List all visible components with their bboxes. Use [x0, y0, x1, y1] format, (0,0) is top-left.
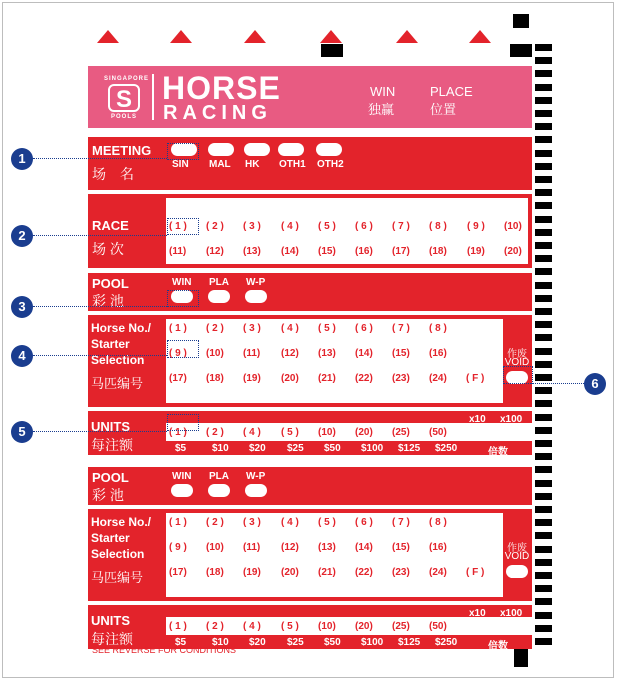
horse-bubble[interactable]: (15) — [392, 542, 410, 553]
timing-mark — [535, 70, 552, 77]
units-bubble[interactable]: (25) — [392, 621, 410, 632]
pool-option-label: WIN — [172, 471, 192, 482]
horse-bubble[interactable]: (21) — [318, 567, 336, 578]
units-bubble[interactable]: ( ) — [504, 621, 514, 632]
meeting-section — [88, 137, 532, 190]
horse-bubble[interactable]: (15) — [392, 348, 410, 359]
units-value-label: $5 — [175, 637, 187, 648]
units-value-label: $5 — [175, 443, 187, 454]
void-bubble[interactable] — [506, 565, 528, 578]
void-label: VOID — [504, 551, 530, 562]
conditions-footer: SEE REVERSE FOR CONDITIONS — [92, 645, 237, 655]
horse-bubble[interactable]: ( 8 ) — [429, 517, 447, 528]
units-value-label: $25 — [287, 637, 304, 648]
callout-3-target — [167, 290, 199, 307]
pool-label: POOL — [92, 470, 129, 485]
units-value-label: $250 — [435, 443, 458, 454]
race-bubble[interactable]: ( 4 ) — [281, 221, 299, 232]
timing-mark — [535, 202, 552, 209]
horse-bubble[interactable]: (20) — [281, 567, 299, 578]
timing-mark — [535, 400, 552, 407]
meeting-option-label: MAL — [209, 159, 231, 170]
horse-bubble[interactable]: (24) — [429, 567, 447, 578]
horse-bubble[interactable]: ( 4 ) — [281, 517, 299, 528]
timing-mark — [535, 84, 552, 91]
timing-mark — [535, 361, 552, 368]
units-bubble[interactable]: (10) — [318, 621, 336, 632]
timing-mark — [535, 546, 552, 553]
units-bubble[interactable]: (25) — [392, 427, 410, 438]
alignment-triangle — [97, 30, 119, 43]
units-value-label: $25 — [287, 443, 304, 454]
callout-1-line — [33, 158, 167, 159]
meeting-bubble-oth2[interactable] — [316, 143, 342, 156]
timing-mark — [535, 163, 552, 170]
units-bubble[interactable]: ( 4 ) — [243, 427, 261, 438]
horse-bubble[interactable]: (12) — [281, 348, 299, 359]
timing-mark — [535, 123, 552, 130]
units-value-label: $125 — [398, 443, 421, 454]
callout-2-line — [33, 235, 167, 236]
horse-bubble[interactable]: (17) — [169, 373, 187, 384]
pool-bubble-w-p[interactable] — [245, 484, 267, 497]
race-bubble[interactable]: ( 6 ) — [355, 221, 373, 232]
brand-title-horse: HORSE — [162, 70, 281, 106]
timing-mark — [535, 519, 552, 526]
pool-option-label: W-P — [246, 277, 266, 288]
timing-mark — [535, 387, 552, 394]
pool-option-label: PLA — [209, 277, 229, 288]
horse-bubble[interactable]: (13) — [318, 348, 336, 359]
horse-bubble[interactable]: ( 4 ) — [281, 323, 299, 334]
timing-mark — [535, 414, 552, 421]
race-bubble[interactable]: ( 1 ) — [169, 221, 187, 232]
pool-bubble-w-p[interactable] — [245, 290, 267, 303]
timing-mark — [535, 216, 552, 223]
units-bubble[interactable]: (20) — [355, 621, 373, 632]
timing-mark — [535, 598, 552, 605]
horse-bubble[interactable]: (19) — [243, 373, 261, 384]
units-bubble[interactable]: ( 1 ) — [169, 427, 187, 438]
pool-section-2 — [88, 467, 532, 505]
horse-bubble[interactable]: (16) — [429, 348, 447, 359]
horse-bubble[interactable]: ( 7 ) — [392, 323, 410, 334]
horse-section-2 — [88, 509, 532, 601]
pool-option-label: W-P — [246, 471, 266, 482]
callout-6-line — [531, 383, 584, 384]
units-value-label: $10 — [212, 443, 229, 454]
timing-mark — [535, 229, 552, 236]
callout-5-line — [33, 431, 167, 432]
callout-1-target — [167, 143, 199, 160]
timing-mark — [535, 334, 552, 341]
callout-4-target — [167, 340, 199, 358]
race-bubble[interactable]: (10) — [504, 221, 522, 232]
timing-mark — [535, 625, 552, 632]
timing-mark — [535, 348, 552, 355]
timing-mark — [535, 585, 552, 592]
horse-bubble[interactable]: ( 3 ) — [243, 323, 261, 334]
units-value-label: $50 — [324, 443, 341, 454]
horse-bubble[interactable]: ( 8 ) — [429, 323, 447, 334]
meeting-option-label: OTH2 — [317, 159, 344, 170]
void-label-zh: 作废 — [507, 349, 527, 360]
logo-separator — [152, 74, 154, 120]
race-section — [88, 194, 532, 268]
horse-bubble[interactable]: (19) — [243, 567, 261, 578]
horse-bubble[interactable]: (21) — [318, 373, 336, 384]
horse-bubble[interactable]: (22) — [355, 373, 373, 384]
callout-5-target — [167, 414, 199, 431]
meeting-bubble-hk[interactable] — [244, 143, 270, 156]
timing-mark — [535, 110, 552, 117]
units-value-label: $50 — [324, 637, 341, 648]
header-place-zh: 位置 — [430, 102, 457, 117]
units-bubble[interactable]: (20) — [355, 427, 373, 438]
horse-bubble[interactable]: (23) — [392, 373, 410, 384]
horse-bubble[interactable]: ( 2 ) — [206, 517, 224, 528]
timing-mark — [535, 612, 552, 619]
units-value-label: $20 — [249, 443, 266, 454]
timing-mark — [513, 14, 529, 28]
horse-bubble[interactable]: (11) — [243, 542, 261, 553]
timing-mark — [535, 57, 552, 64]
race-label-zh: 场 次 — [92, 241, 124, 257]
timing-mark — [535, 295, 552, 302]
units-label: UNITS — [91, 419, 130, 434]
horse-bubble[interactable]: (24) — [429, 373, 447, 384]
meeting-option-label: HK — [245, 159, 260, 170]
units-value-label: $250 — [435, 637, 458, 648]
callout-badge-4: 4 — [11, 345, 33, 367]
brand-title-racing: RACING — [163, 102, 272, 124]
meeting-bubble-mal[interactable] — [208, 143, 234, 156]
callout-badge-3: 3 — [11, 296, 33, 318]
timing-mark — [535, 321, 552, 328]
timing-mark — [535, 506, 552, 513]
race-bubble[interactable]: (18) — [429, 246, 447, 257]
timing-mark — [535, 308, 552, 315]
timing-mark — [535, 282, 552, 289]
units-bubble[interactable]: ( 2 ) — [206, 621, 224, 632]
race-bubble[interactable]: (15) — [318, 246, 336, 257]
horse-bubble[interactable]: (12) — [281, 542, 299, 553]
meeting-label: MEETING — [92, 143, 152, 158]
horse-bubble[interactable]: ( F ) — [466, 567, 485, 578]
horse-label-selection: Selection — [91, 547, 145, 561]
race-bubble[interactable]: ( 3 ) — [243, 221, 261, 232]
header-win-label: WIN — [370, 84, 396, 99]
header-win-zh: 独赢 — [368, 102, 395, 117]
pool-bubble-pla[interactable] — [208, 290, 230, 303]
horse-bubble[interactable]: (20) — [281, 373, 299, 384]
horse-bubble[interactable]: ( 9 ) — [169, 542, 187, 553]
timing-mark — [535, 189, 552, 196]
timing-mark — [535, 453, 552, 460]
horse-bubble[interactable]: ( 7 ) — [392, 517, 410, 528]
horse-bubble[interactable]: (16) — [429, 542, 447, 553]
race-bubble[interactable]: (20) — [504, 246, 522, 257]
units-bubble[interactable]: ( 1 ) — [169, 621, 187, 632]
horse-label: Horse No./ — [91, 515, 152, 529]
horse-bubble[interactable]: ( F ) — [466, 373, 485, 384]
timing-mark — [535, 532, 552, 539]
timing-mark — [535, 268, 552, 275]
units-bubble[interactable]: ( ) — [504, 427, 514, 438]
timing-mark — [535, 255, 552, 262]
pool-option-label: PLA — [209, 471, 229, 482]
logo-bottom-text: POOLS — [110, 114, 137, 120]
meeting-label-zh: 场 名 — [92, 166, 134, 182]
timing-mark — [535, 374, 552, 381]
units-bubble[interactable]: ( 4 ) — [243, 621, 261, 632]
race-bubble[interactable]: ( 5 ) — [318, 221, 336, 232]
units-value-label: $10 — [212, 637, 229, 648]
callout-badge-1: 1 — [11, 148, 33, 170]
void-label-zh: 作废 — [507, 543, 527, 554]
timing-mark — [535, 466, 552, 473]
pool-option-label: WIN — [172, 277, 192, 288]
timing-mark — [535, 176, 552, 183]
horse-bubble[interactable]: (13) — [318, 542, 336, 553]
horse-label-zh: 马匹编号 — [91, 376, 144, 391]
horse-label-starter: Starter — [91, 337, 130, 351]
pool-label-zh: 彩 池 — [92, 487, 124, 503]
horse-bubble[interactable]: (23) — [392, 567, 410, 578]
callout-badge-2: 2 — [11, 225, 33, 247]
units-bubble[interactable]: ( ) — [469, 427, 479, 438]
timing-mark — [535, 97, 552, 104]
horse-bubble[interactable]: (10) — [206, 542, 224, 553]
timing-mark — [535, 242, 552, 249]
horse-bubble[interactable]: ( 9 ) — [169, 348, 187, 359]
horse-bubble[interactable]: ( 6 ) — [355, 517, 373, 528]
callout-badge-5: 5 — [11, 421, 33, 443]
horse-bubble[interactable]: (18) — [206, 567, 224, 578]
race-bubble[interactable]: (13) — [243, 246, 261, 257]
race-bubble[interactable]: ( 7 ) — [392, 221, 410, 232]
horse-label-selection: Selection — [91, 353, 145, 367]
units-bubble[interactable]: ( 5 ) — [281, 427, 299, 438]
pool-bubble-pla[interactable] — [208, 484, 230, 497]
callout-2-target — [167, 218, 199, 235]
units-bubble[interactable]: ( 5 ) — [281, 621, 299, 632]
horse-bubble[interactable]: ( 1 ) — [169, 517, 187, 528]
horse-bubble[interactable]: (10) — [206, 348, 224, 359]
units-value-label: $125 — [398, 637, 421, 648]
x100-label: x100 — [500, 608, 523, 619]
multiplier-label-zh: 倍数 — [488, 641, 508, 652]
x100-label: x100 — [500, 414, 523, 425]
horse-bubble[interactable]: ( 5 ) — [318, 323, 336, 334]
alignment-triangle — [320, 30, 342, 43]
timing-mark — [535, 559, 552, 566]
pool-label: POOL — [92, 276, 129, 291]
pool-bubble-win[interactable] — [171, 484, 193, 497]
timing-mark — [535, 480, 552, 487]
x10-label: x10 — [469, 608, 486, 619]
meeting-option-label: OTH1 — [279, 159, 306, 170]
race-bubble[interactable]: (14) — [281, 246, 299, 257]
units-label-zh: 每注额 — [91, 631, 133, 647]
race-bubble[interactable]: ( 9 ) — [467, 221, 485, 232]
logo-top-text: SINGAPORE — [104, 76, 150, 82]
void-label: VOID — [504, 357, 530, 368]
race-bubble[interactable]: (17) — [392, 246, 410, 257]
horse-bubble[interactable]: ( 1 ) — [169, 323, 187, 334]
units-bubble[interactable]: (10) — [318, 427, 336, 438]
horse-bubble[interactable]: ( 3 ) — [243, 517, 261, 528]
meeting-bubble-oth1[interactable] — [278, 143, 304, 156]
x10-label: x10 — [469, 414, 486, 425]
multiplier-label-zh: 倍数 — [488, 447, 508, 458]
units-bubble[interactable]: (50) — [429, 621, 447, 632]
callout-4-line — [33, 355, 167, 356]
race-bubble[interactable]: ( 8 ) — [429, 221, 447, 232]
alignment-triangle — [244, 30, 266, 43]
units-bubble[interactable]: (50) — [429, 427, 447, 438]
units-value-label: $20 — [249, 637, 266, 648]
timing-mark — [535, 136, 552, 143]
alignment-triangle — [396, 30, 418, 43]
pool-label-zh: 彩 池 — [92, 293, 124, 309]
horse-label-zh: 马匹编号 — [91, 570, 144, 585]
horse-bubble[interactable]: ( 2 ) — [206, 323, 224, 334]
timing-mark — [535, 493, 552, 500]
units-value-label: $100 — [361, 443, 384, 454]
horse-bubble[interactable]: ( 5 ) — [318, 517, 336, 528]
horse-bubble[interactable]: (17) — [169, 567, 187, 578]
timing-mark — [535, 638, 552, 645]
header-banner — [88, 66, 532, 128]
horse-label: Horse No./ — [91, 321, 152, 335]
callout-3-line — [33, 306, 167, 307]
race-bubble[interactable]: (19) — [467, 246, 485, 257]
horse-bubble[interactable]: (14) — [355, 348, 373, 359]
horse-bubble[interactable]: (22) — [355, 567, 373, 578]
race-label: RACE — [92, 218, 129, 233]
units-section-1 — [88, 411, 532, 458]
horse-label-starter: Starter — [91, 531, 130, 545]
units-label: UNITS — [91, 613, 130, 628]
race-bubble[interactable]: (11) — [169, 246, 187, 257]
alignment-triangle — [469, 30, 491, 43]
logo-s-glyph: S — [108, 84, 140, 112]
timing-mark — [321, 44, 343, 57]
units-label-zh: 每注额 — [91, 437, 133, 453]
callout-badge-6: 6 — [584, 373, 606, 395]
horse-bubble[interactable]: (18) — [206, 373, 224, 384]
units-bubble[interactable]: ( 2 ) — [206, 427, 224, 438]
horse-bubble[interactable]: (11) — [243, 348, 261, 359]
units-bubble[interactable]: ( ) — [469, 621, 479, 632]
horse-bubble[interactable]: ( 6 ) — [355, 323, 373, 334]
race-bubble[interactable]: (12) — [206, 246, 224, 257]
units-value-label: $100 — [361, 637, 384, 648]
horse-section-1 — [88, 315, 532, 407]
header-place-label: PLACE — [430, 84, 473, 99]
callout-6-target — [503, 366, 533, 384]
timing-mark — [535, 440, 552, 447]
race-bubble[interactable]: ( 2 ) — [206, 221, 224, 232]
timing-mark — [535, 150, 552, 157]
meeting-option-label: SIN — [172, 159, 189, 170]
race-bubble[interactable]: (16) — [355, 246, 373, 257]
timing-mark — [510, 44, 532, 57]
singapore-pools-logo — [104, 76, 150, 120]
alignment-triangle — [170, 30, 192, 43]
horse-bubble[interactable]: (14) — [355, 542, 373, 553]
timing-mark — [535, 572, 552, 579]
timing-mark — [535, 44, 552, 51]
timing-mark — [535, 427, 552, 434]
